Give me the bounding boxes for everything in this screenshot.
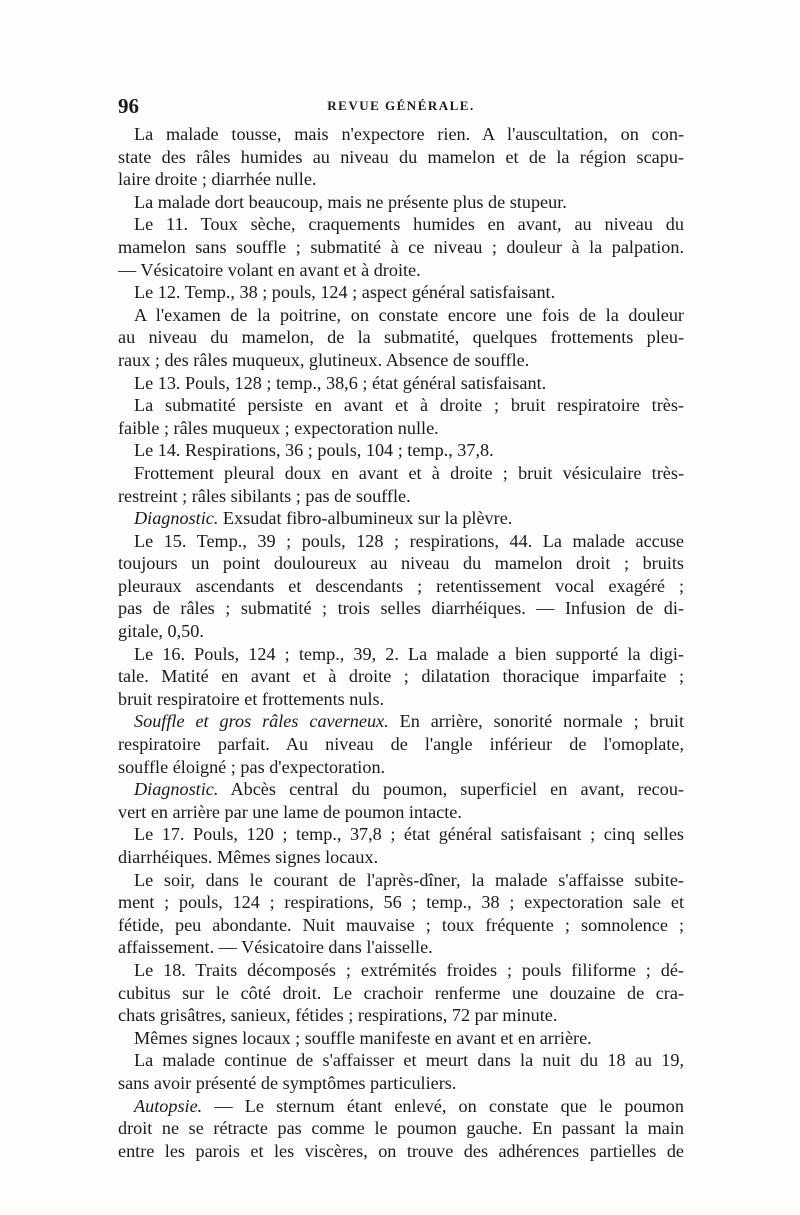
text-line: Le 17. Pouls, 120 ; temp., 37,8 ; état général satisfaisant ; cinq selles bbox=[134, 824, 684, 845]
text-line: Le 15. Temp., 39 ; pouls, 128 ; respirations, 44. La malade accuse bbox=[134, 530, 684, 551]
text-line: Le soir, dans le courant de l'après-dîner, la malade s'affaisse subite- bbox=[134, 869, 684, 890]
text-line: Le 16. Pouls, 124 ; temp., 39, 2. La malade a bien supporté la digi- bbox=[134, 643, 684, 664]
body-text bbox=[118, 123, 684, 1162]
line-rest: Abcès central du poumon, superficiel en avant, recou- bbox=[218, 779, 684, 800]
italic-lead: Diagnostic. bbox=[134, 779, 219, 800]
text-line: restreint ; râles sibilants ; pas de souffle. bbox=[118, 485, 411, 506]
line-rest: — Le sternum étant enlevé, on constate que le poumon bbox=[202, 1095, 684, 1116]
text-line: toujours un point douloureux au niveau du mamelon droit ; bruits bbox=[118, 553, 684, 574]
text-line: state des râles humides au niveau du mamelon et de la région scapu- bbox=[118, 146, 684, 167]
text-line: faible ; râles muqueux ; expectoration nulle. bbox=[118, 417, 439, 438]
line-rest: En arrière, sonorité normale ; bruit bbox=[388, 711, 684, 732]
text-line: Le 11. Toux sèche, craquements humides en avant, au niveau du bbox=[134, 214, 684, 235]
text-line: laire droite ; diarrhée nulle. bbox=[118, 169, 317, 190]
italic-lead: Souffle et gros râles caverneux. bbox=[134, 711, 389, 732]
text-line: tale. Matité en avant et à droite ; dilatation thoracique imparfaite ; bbox=[118, 666, 684, 687]
text-line: droit ne se rétracte pas comme le poumon gauche. En passant la main bbox=[118, 1118, 684, 1139]
italic-lead: Autopsie. bbox=[134, 1095, 203, 1116]
text-line: ment ; pouls, 124 ; respirations, 56 ; temp., 38 ; expectoration sale et bbox=[118, 892, 684, 913]
text-line bbox=[118, 507, 684, 530]
text-line: bruit respiratoire et frottements nuls. bbox=[118, 688, 385, 709]
text-line: raux ; des râles muqueux, glutineux. Absence de souffle. bbox=[118, 349, 530, 370]
text-line: Frottement pleural doux en avant et à droite ; bruit vésiculaire très- bbox=[134, 462, 684, 483]
text-line: La malade tousse, mais n'expectore rien. A l'auscultation, on con- bbox=[134, 124, 684, 144]
text-line: pas de râles ; submatité ; trois selles diarrhéiques. — Infusion de di- bbox=[118, 598, 684, 619]
text-line: Le 13. Pouls, 128 ; temp., 38,6 ; état général satisfaisant. bbox=[134, 372, 547, 393]
text-line: affaissement. — Vésicatoire dans l'aisselle. bbox=[118, 937, 433, 958]
page-number: 96 bbox=[118, 94, 139, 118]
text-line: chats grisâtres, sanieux, fétides ; respirations, 72 par minute. bbox=[118, 1005, 558, 1026]
text-line: fétide, peu abondante. Nuit mauvaise ; toux fréquente ; somnolence ; bbox=[118, 914, 684, 935]
text-line: vert en arrière par une lame de poumon intacte. bbox=[118, 801, 462, 822]
line-rest: Exsudat fibro-albumineux sur la plèvre. bbox=[218, 508, 513, 529]
text-line: La malade continue de s'affaisser et meurt dans la nuit du 18 au 19, bbox=[134, 1050, 684, 1071]
text-line: au niveau du mamelon, de la submatité, quelques frottements pleu- bbox=[118, 327, 684, 348]
text-line: souffle éloigné ; pas d'expectoration. bbox=[118, 756, 386, 777]
text-line: La submatité persiste en avant et à droite ; bruit respiratoire très- bbox=[134, 395, 684, 416]
text-line bbox=[118, 1095, 684, 1118]
text-line: Le 18. Traits décomposés ; extrémités froides ; pouls filiforme ; dé- bbox=[134, 959, 684, 980]
text-line: La malade dort beaucoup, mais ne présente plus de stupeur. bbox=[134, 191, 567, 212]
text-line: gitale, 0,50. bbox=[118, 621, 204, 642]
page-header bbox=[118, 94, 684, 120]
text-line: entre les parois et les viscères, on trouve des adhérences partielles de bbox=[118, 1140, 684, 1161]
text-line bbox=[118, 778, 684, 801]
text-line: A l'examen de la poitrine, on constate encore une fois de la douleur bbox=[134, 304, 684, 325]
text-line: sans avoir présenté de symptômes particuliers. bbox=[118, 1072, 457, 1093]
text-line: respiratoire parfait. Au niveau de l'angle inférieur de l'omoplate, bbox=[118, 734, 684, 755]
text-line: Mêmes signes locaux ; souffle manifeste en avant et en arrière. bbox=[134, 1027, 592, 1048]
text-line: diarrhéiques. Mêmes signes locaux. bbox=[118, 847, 379, 867]
text-line: Le 14. Respirations, 36 ; pouls, 104 ; temp., 37,8. bbox=[134, 440, 494, 461]
text-line bbox=[118, 710, 684, 733]
text-line: Le 12. Temp., 38 ; pouls, 124 ; aspect général satisfaisant. bbox=[134, 282, 556, 303]
running-head: REVUE GÉNÉRALE. bbox=[327, 98, 475, 113]
italic-lead: Diagnostic. bbox=[134, 508, 219, 529]
text-line: mamelon sans souffle ; submatité à ce niveau ; douleur à la palpation. bbox=[118, 236, 684, 257]
text-line: cubitus sur le côté droit. Le crachoir renferme une douzaine de cra- bbox=[118, 982, 684, 1003]
text-line: — Vésicatoire volant en avant et à droite. bbox=[118, 259, 421, 280]
text-line: pleuraux ascendants et descendants ; retentissement vocal exagéré ; bbox=[118, 575, 684, 596]
